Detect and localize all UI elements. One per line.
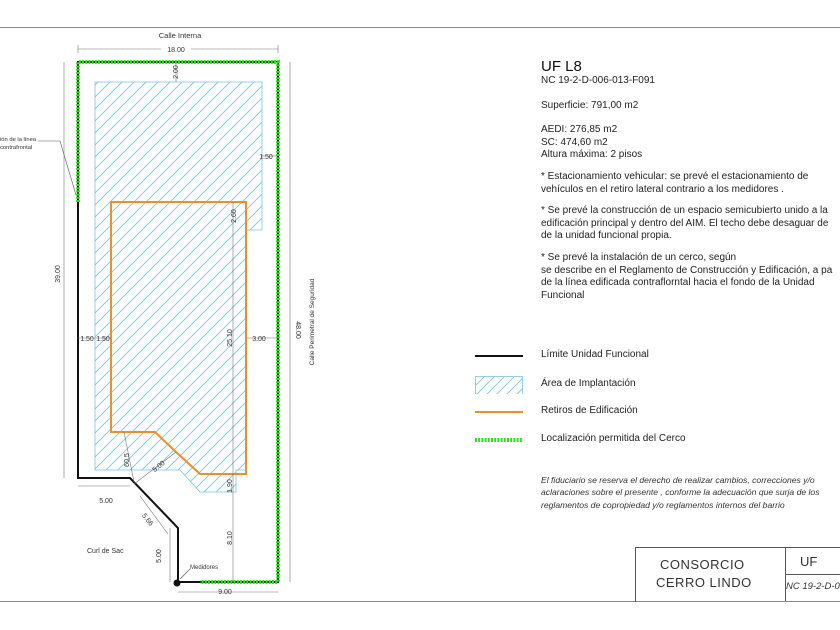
cul-de-sac-label: Curl de Sac xyxy=(87,548,124,555)
bottom-setback-label: 1.90 xyxy=(227,479,234,493)
note3-line2: se describe en el Reglamento de Construcción y Edificación, a pa xyxy=(541,264,833,276)
legend-label-boundary: Límite Unidad Funcional xyxy=(541,349,649,360)
setback-swatch xyxy=(475,403,523,421)
right-small-label: 1.50 xyxy=(259,154,273,161)
title-block-code: NC 19-2-D-0 xyxy=(786,581,840,592)
note3-line1: * Se prevé la instalación de un cerco, según xyxy=(541,251,737,263)
building-depth-label: 25.10 xyxy=(227,329,234,347)
note2-line2: edificación principal y dentro del AIM. El techo debe desaguar de xyxy=(541,217,829,229)
street-right-label: Calle Perimetral de Seguridad xyxy=(309,278,316,366)
implantation-swatch xyxy=(475,376,523,394)
chamfer-label: 5.66 xyxy=(140,512,155,528)
superficie-text: Superficie: 791,00 m2 xyxy=(541,99,639,111)
left-length-label: 39.00 xyxy=(55,265,62,283)
boundary-swatch xyxy=(475,347,523,365)
bottom-width-label: 9.00 xyxy=(218,589,232,596)
meter-leader xyxy=(180,569,190,579)
disclaimer-line-1: El fiduciario se reserva el derecho de realizar cambios, correcciones y/o xyxy=(541,475,815,485)
aedi-text: AEDI: 276,85 m2 xyxy=(541,124,618,136)
meter-label: Medidores xyxy=(190,565,219,571)
diag-long-label: 5.00 xyxy=(151,459,167,474)
legend-item-setback xyxy=(475,403,775,421)
top-width-label: 18.00 xyxy=(167,47,185,54)
legend-item-fence xyxy=(475,431,775,449)
legend-label-implantation: Área de Implantación xyxy=(541,378,636,389)
right-length-label: 48.00 xyxy=(294,321,301,339)
top-setback-label: 2.00 xyxy=(173,65,180,79)
unit-title: UF L8 xyxy=(541,58,582,75)
fence-note-line-1: ión de la línea xyxy=(0,137,37,143)
fence-swatch xyxy=(475,431,523,449)
meter-point xyxy=(174,580,181,587)
title-block-line1: CONSORCIO xyxy=(660,557,745,572)
unit-info xyxy=(541,58,840,302)
left-setback-a-label: 1.50 xyxy=(80,336,94,343)
bottom-vertical-label: 5.00 xyxy=(156,549,163,563)
sc-text: SC: 474,60 m2 xyxy=(541,136,608,148)
street-top-label: Calle Interna xyxy=(158,31,202,40)
note2-line3: de la unidad funcional propia. xyxy=(541,230,672,242)
fence-note-leader xyxy=(38,141,76,195)
implantation-area xyxy=(95,82,262,492)
front-setback-label: 8.10 xyxy=(227,531,234,545)
unit-code: NC 19-2-D-006-013-F091 xyxy=(541,75,655,86)
title-block-unit: UF xyxy=(800,554,818,569)
legend-label-setback: Retiros de Edificación xyxy=(541,405,638,416)
altura-text: Altura máxima: 2 pisos xyxy=(541,149,643,161)
legend-label-fence: Localización permitida del Cerco xyxy=(541,433,686,444)
note3-line3: de la línea edificada contraflorntal hacia el fondo de la Unidad xyxy=(541,277,815,289)
bottom-left-width-label: 5.00 xyxy=(99,498,113,505)
disclaimer xyxy=(541,474,820,511)
legend-item-implantation xyxy=(475,376,775,394)
note2-line1: * Se prevé la construcción de un espacio semicubierto unido a la xyxy=(541,205,828,217)
right-setback-label: 3.00 xyxy=(252,336,266,343)
note1-line2: vehículos en el retiro lateral contrario a los medidores . xyxy=(541,183,784,195)
left-setback-b-label: 1.50 xyxy=(96,336,110,343)
inner-top-label: 2.60 xyxy=(231,209,238,223)
diag-short-label: 60.5 xyxy=(124,453,131,467)
disclaimer-line-2: aclaraciones sobre el presente , conforme la adecuación que surja de los xyxy=(541,487,820,498)
legend-item-boundary xyxy=(475,347,775,365)
note3-line4: Funcional xyxy=(541,289,585,301)
title-block-line2: CERRO LINDO xyxy=(656,575,752,590)
disclaimer-line-3: reglamentos de copropiedad y/o reglamentos internos del barrio xyxy=(541,499,785,510)
title-block-mid-rule xyxy=(785,574,840,575)
note1-line1: * Estacionamiento vehicular: se prevé el estacionamiento de xyxy=(541,170,809,182)
fence-note-line-2: contrafrontal xyxy=(0,145,33,151)
